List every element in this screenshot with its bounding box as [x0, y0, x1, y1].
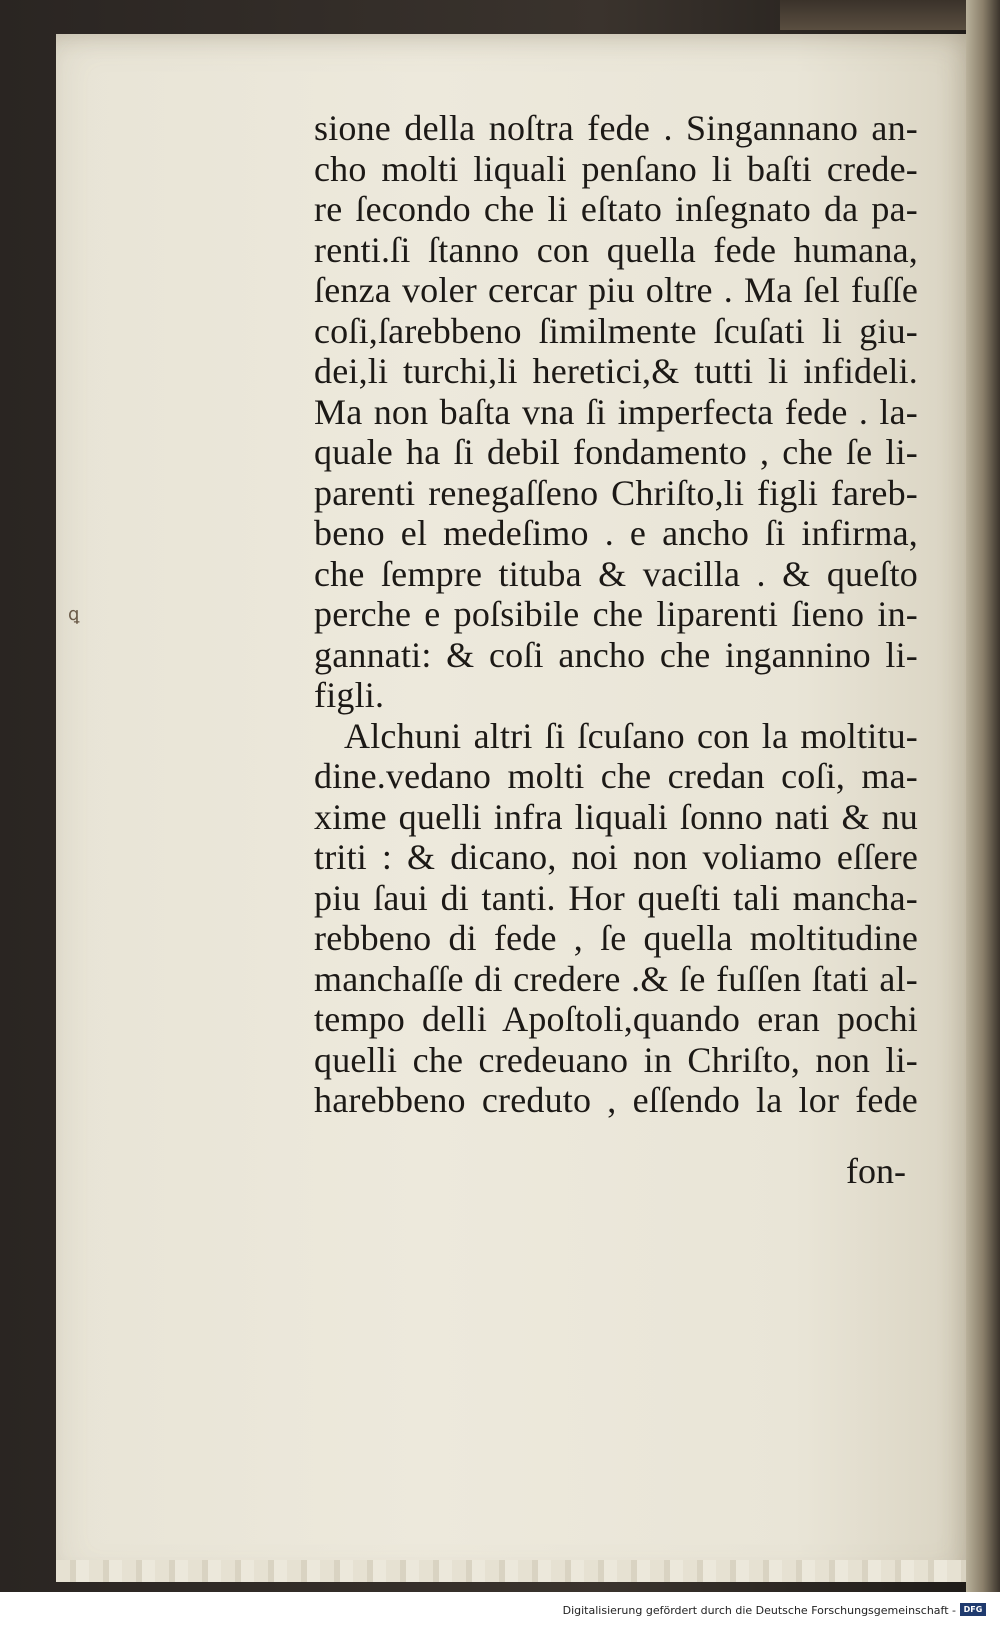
text-line: sione della noſtra fede . Singannano an- [314, 108, 918, 148]
footer-credit: Digitalisierung gefördert durch die Deutsche Forschungsgemeinschaft - [562, 1604, 956, 1617]
text-line: coſi,ſarebbeno ſimilmente ſcuſati li giu- [314, 310, 918, 351]
binding-tab [780, 0, 980, 30]
text-line: manchaſſe di credere .& ſe fuſſen ſtati al- [314, 958, 918, 999]
text-line: dei,li turchi,li heretici,& tutti li infideli. [314, 351, 918, 391]
text-line: tempo delli Apoſtoli,quando eran pochi [314, 999, 918, 1039]
text-line: quelli che credeuano in Chriſto, non li- [314, 1039, 918, 1080]
text-line: cho molti liquali penſano li baſti crede- [314, 148, 918, 189]
text-line: gannati: & coſi ancho che ingannino li- [314, 634, 918, 675]
text-line: xime quelli infra liquali ſonno nati & nu [314, 796, 918, 837]
paragraph-start-line: Alchuni altri ſi ſcuſano con la moltitu- [344, 715, 918, 756]
text-line: ſenza voler cercar piu oltre . Ma ſel fuſſe [314, 270, 918, 310]
text-line: perche e poſsibile che liparenti ſieno in- [314, 594, 918, 634]
text-line: re ſecondo che li eſtato inſegnato da pa- [314, 189, 918, 229]
text-line: triti : & dicano, noi non voliamo eſſere [314, 837, 918, 877]
text-line: Ma non baſta vna ſi imperfecta fede . la- [314, 391, 918, 432]
page-text [314, 108, 918, 1121]
text-line: parenti renegaſſeno Chriſto,li figli fareb- [314, 472, 918, 513]
catchword: fon- [846, 1151, 906, 1191]
text-line: beno el medeſimo . e ancho ſi infirma, [314, 513, 918, 553]
text-line: dine.vedano molti che credan coſi, ma- [314, 756, 918, 796]
dfg-logo: DFG [960, 1603, 986, 1616]
text-line: quale ha ſi debil fondamento , che ſe li- [314, 432, 918, 472]
book-spine-edge [966, 0, 1000, 1592]
page-deckle-edge [56, 1560, 980, 1582]
text-line: piu ſaui di tanti. Hor queſti tali mancha- [314, 877, 918, 918]
text-line: rebbeno di fede , ſe quella moltitudine [314, 918, 918, 958]
text-line: figli. [314, 675, 385, 715]
text-line: harebbeno creduto , eſſendo la lor fede [314, 1080, 918, 1120]
margin-annotation: ꝗ [68, 604, 80, 625]
text-line: che ſempre tituba & vacilla . & queſto [314, 553, 918, 594]
text-line: renti.ſi ſtanno con quella fede humana, [314, 229, 918, 270]
